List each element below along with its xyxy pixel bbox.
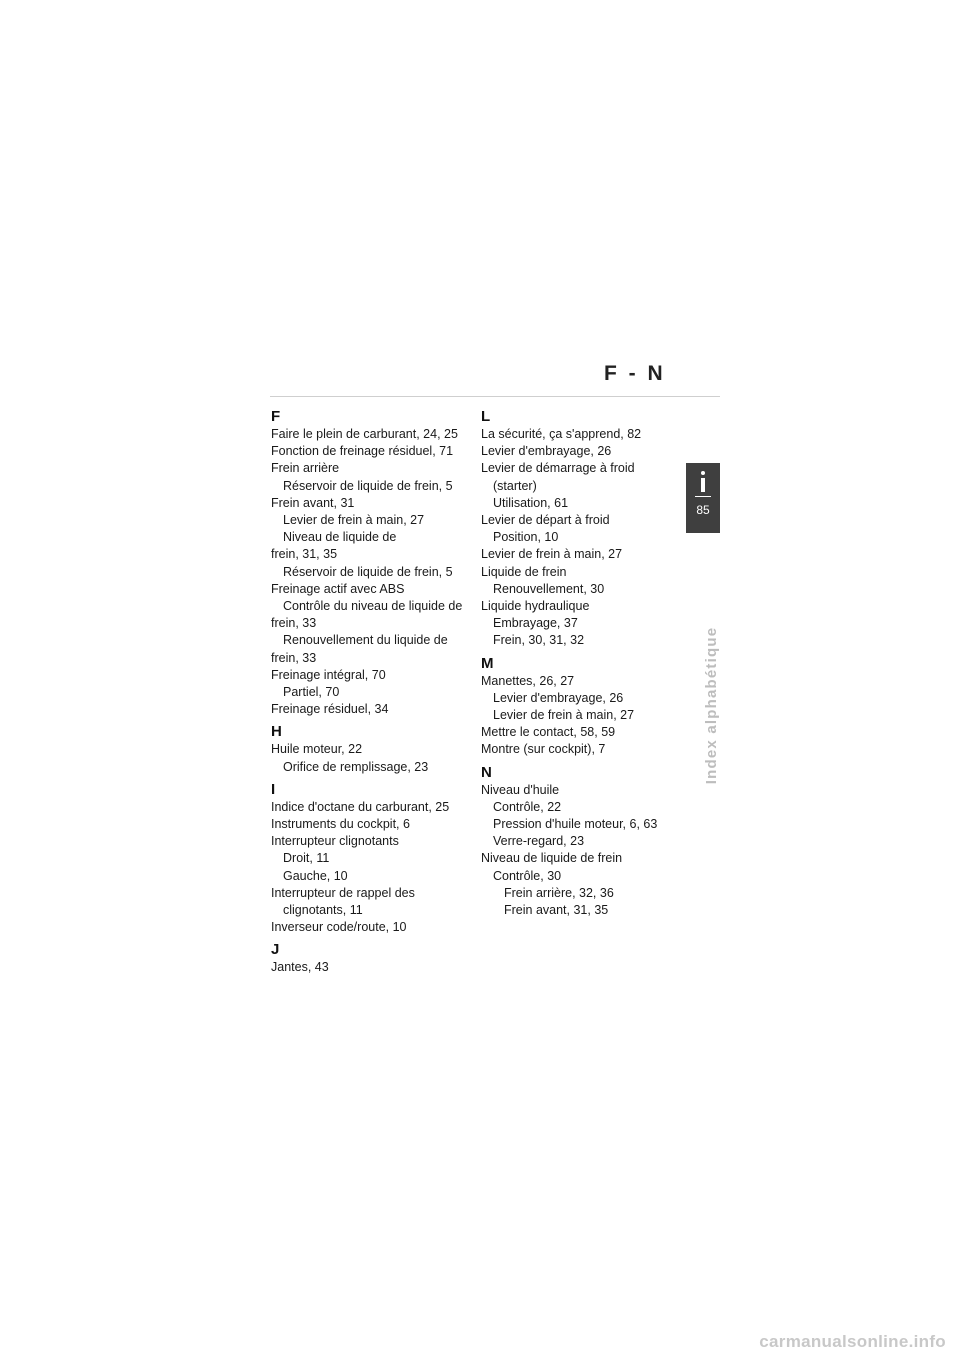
index-subentry: Droit, 11 — [283, 851, 330, 866]
index-entry: Manettes, 26, 27 — [481, 673, 575, 688]
index-entry: Interrupteur clignotants — [271, 834, 399, 849]
index-subentry: Partiel, 70 — [283, 685, 340, 700]
header-divider — [270, 396, 720, 397]
index-subentry: Verre-regard, 23 — [493, 834, 585, 849]
index-subentry: Levier de frein à main, 27 — [493, 708, 635, 723]
index-section-i — [271, 781, 476, 937]
index-section-j — [271, 941, 476, 976]
index-entry: Freinage résiduel, 34 — [271, 702, 389, 717]
index-entry: Freinage intégral, 70 — [271, 667, 386, 682]
watermark: carmanualsonline.info — [759, 1332, 946, 1351]
index-subsubentry: Frein avant, 31, 35 — [504, 903, 609, 918]
index-entry: Indice d'octane du carburant, 25 — [271, 799, 450, 814]
index-subentry: Embrayage, 37 — [493, 616, 578, 631]
page-number: 85 — [696, 503, 710, 517]
index-subentry: Gauche, 10 — [283, 868, 348, 883]
index-subentry-continued: frein, 31, 35 — [271, 547, 338, 562]
index-entry: Levier d'embrayage, 26 — [481, 444, 612, 459]
index-subentry: Levier d'embrayage, 26 — [493, 690, 624, 705]
index-section-h — [271, 723, 476, 775]
index-section-f — [271, 408, 476, 718]
section-letter: N — [481, 763, 492, 781]
index-entry: Frein avant, 31 — [271, 495, 355, 510]
index-entry: Mettre le contact, 58, 59 — [481, 725, 616, 740]
index-subentry-continued: frein, 33 — [271, 616, 317, 631]
index-entry: Niveau d'huile — [481, 782, 560, 797]
index-subentry-continued: frein, 33 — [271, 650, 317, 665]
index-entry: Faire le plein de carburant, 24, 25 — [271, 427, 458, 441]
index-subentry: Orifice de remplissage, 23 — [283, 759, 429, 774]
index-section-n — [481, 764, 686, 920]
index-subentry: Réservoir de liquide de frein, 5 — [283, 564, 453, 579]
section-letter: H — [271, 723, 282, 741]
index-subentry: Renouvellement du liquide de — [283, 633, 448, 648]
index-section-l — [481, 408, 686, 650]
index-column-right — [481, 408, 686, 924]
chapter-tab — [686, 463, 720, 533]
index-entry: Jantes, 43 — [271, 960, 329, 975]
index-entry: Montre (sur cockpit), 7 — [481, 742, 606, 757]
index-entry: La sécurité, ça s'apprend, 82 — [481, 427, 642, 441]
index-subentry: Contrôle, 22 — [493, 799, 562, 814]
index-entry: Levier de départ à froid — [481, 513, 610, 528]
section-letter: M — [481, 654, 494, 672]
index-entry: Liquide de frein — [481, 564, 567, 579]
index-subentry: Renouvellement, 30 — [493, 581, 605, 596]
info-icon — [695, 471, 711, 499]
index-subentry: Niveau de liquide de — [283, 530, 397, 545]
index-entry: Interrupteur de rappel des — [271, 885, 415, 900]
section-letter: I — [271, 780, 276, 798]
index-entry: Levier de démarrage à froid — [481, 461, 635, 476]
index-entry: Freinage actif avec ABS — [271, 581, 405, 596]
index-entry: Instruments du cockpit, 6 — [271, 817, 410, 832]
index-subsubentry: Frein arrière, 32, 36 — [504, 885, 614, 900]
index-subentry: Pression d'huile moteur, 6, 63 — [493, 817, 658, 832]
index-section-m — [481, 655, 686, 759]
side-label: Index alphabétique — [703, 626, 720, 785]
index-entry-continued: clignotants, 11 — [283, 903, 363, 918]
index-subentry: Contrôle, 30 — [493, 868, 562, 883]
index-subentry: Utilisation, 61 — [493, 495, 569, 510]
page-title: F - N — [604, 362, 666, 385]
index-subentry: Frein, 30, 31, 32 — [493, 633, 585, 648]
index-entry: Levier de frein à main, 27 — [481, 547, 623, 562]
index-subentry: Levier de frein à main, 27 — [283, 513, 425, 528]
section-letter: L — [481, 408, 491, 425]
section-letter: J — [271, 941, 280, 959]
index-subentry: Réservoir de liquide de frein, 5 — [283, 478, 453, 493]
index-entry: Huile moteur, 22 — [271, 742, 363, 757]
index-entry: Frein arrière — [271, 461, 340, 476]
index-subentry: Contrôle du niveau de liquide de — [283, 599, 463, 614]
index-column-left — [271, 408, 476, 982]
index-entry-continued: (starter) — [493, 478, 537, 493]
index-subentry: Position, 10 — [493, 530, 559, 545]
index-entry: Inverseur code/route, 10 — [271, 920, 407, 935]
index-entry: Niveau de liquide de frein — [481, 851, 623, 866]
index-entry: Fonction de freinage résiduel, 71 — [271, 444, 454, 459]
index-entry: Liquide hydraulique — [481, 599, 590, 614]
section-letter: F — [271, 408, 281, 425]
